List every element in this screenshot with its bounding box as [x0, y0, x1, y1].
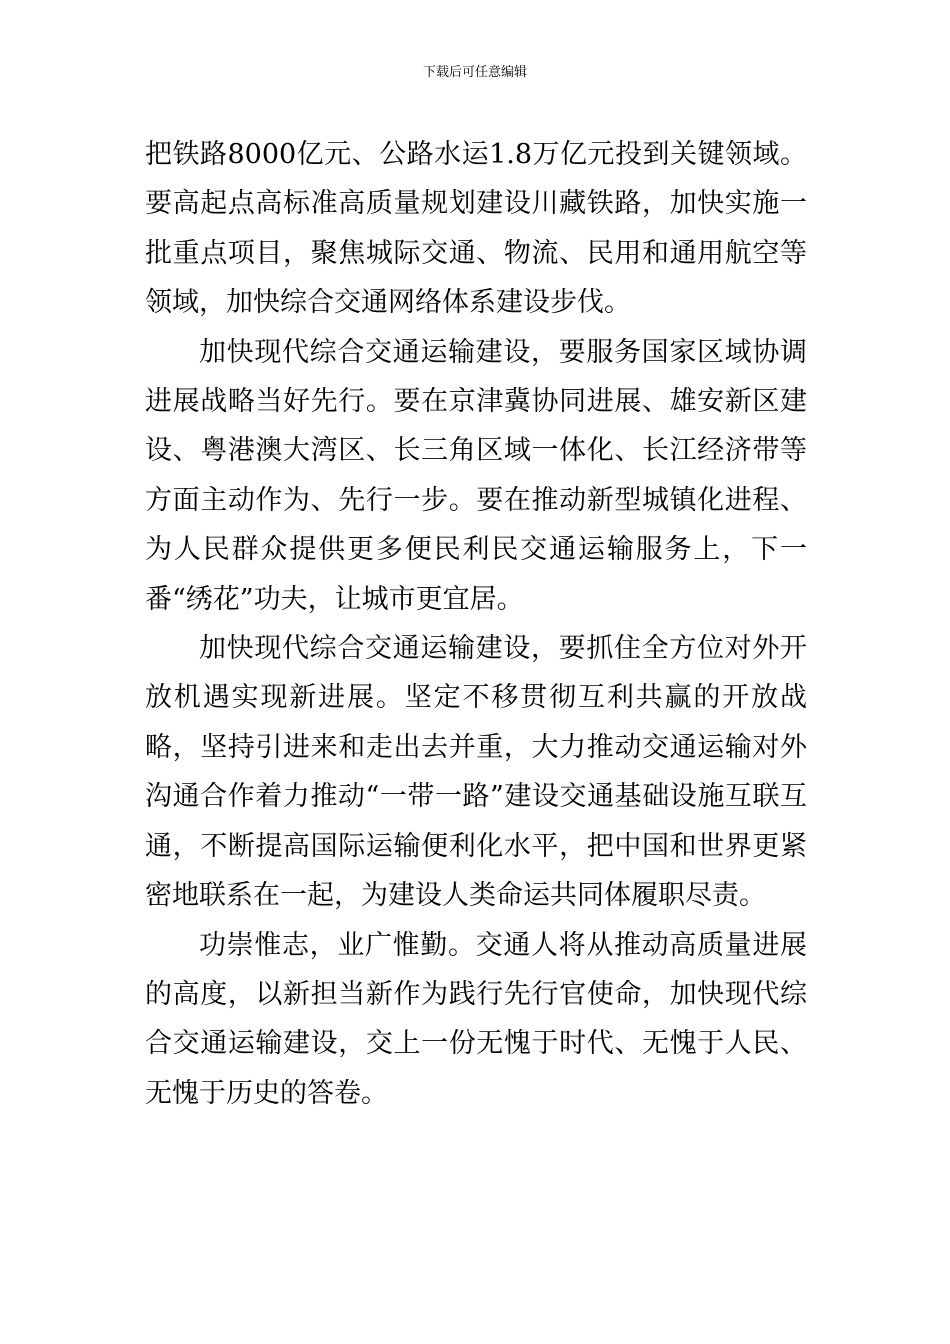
paragraph-4: 功崇惟志，业广惟勤。交通人将从推动高质量进展的高度，以新担当新作为践行先行官使命，加快现代综合交通运输建设，交上一份无愧于时代、无愧于人民、无愧于历史的答卷。	[145, 929, 807, 1109]
page-header: 下载后可任意编辑	[422, 65, 527, 80]
paragraph-2: 加快现代综合交通运输建设，要服务国家区域协调进展战略当好先行。要在京津冀协同进展、雄安新区建设、粤港澳大湾区、长三角区域一体化、长江经济带等方面主动作为、先行一步。要在推动新型城镇化进程、为人民群众提供更多便民利民交通运输服务上，下一番“绣花”功夫，让城市更宜居。	[145, 336, 807, 615]
paragraph-3: 加快现代综合交通运输建设，要抓住全方位对外开放机遇实现新进展。坚定不移贯彻互利共赢的开放战略，坚持引进来和走出去并重，大力推动交通运输对外沟通合作着力推动“一带一路”建设交通基础设施互联互通，不断提高国际运输便利化水平，把中国和世界更紧密地联系在一起，为建设人类命运共同体履职尽责。	[145, 633, 807, 912]
paragraph-1: 把铁路8000亿元、公路水运1.8万亿元投到关键领域。要高起点高标准高质量规划建设川藏铁路，加快实施一批重点项目，聚焦城际交通、物流、民用和通用航空等领域，加快综合交通网络体系建设步伐。	[145, 139, 807, 319]
document-body	[145, 130, 807, 1118]
